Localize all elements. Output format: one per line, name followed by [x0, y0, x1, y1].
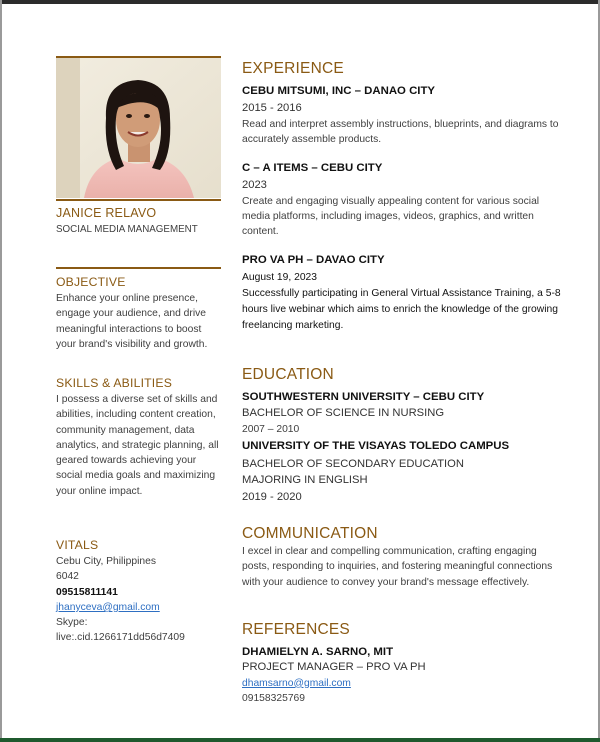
vitals-skype-label: Skype: — [56, 617, 88, 629]
vitals-postal: 6042 — [56, 571, 79, 583]
education-heading: EDUCATION — [242, 366, 334, 383]
profile-role: SOCIAL MEDIA MANAGEMENT — [56, 224, 198, 235]
job-description: Read and interpret assembly instructions, blueprints, and diagrams to accurately assemble products. — [242, 118, 559, 145]
school-entry — [242, 390, 562, 437]
references-section — [242, 620, 562, 706]
job-date: August 19, 2023 — [242, 272, 317, 284]
communication-section — [242, 524, 562, 590]
education-section — [242, 365, 562, 505]
profile-name: JANICE RELAVO — [56, 206, 157, 220]
profile-block — [56, 206, 221, 237]
vitals-heading: VITALS — [56, 538, 99, 552]
vitals-section — [56, 538, 221, 646]
reference-phone: 09158325769 — [242, 692, 305, 704]
page-left-border — [0, 0, 2, 742]
communication-text: I excel in clear and compelling communication, crafting engaging posts, responding to inquiries, and fostering meaningful connections with your audience to convey your brand's message effectively. — [242, 546, 553, 588]
skills-heading: SKILLS & ABILITIES — [56, 376, 173, 390]
skills-text: I possess a diverse set of skills and abilities, including content creation, community management, data analytics, and strategic planning, all geared towards achieving your social media goals and maximizing your online impact. — [56, 394, 219, 497]
references-heading: REFERENCES — [242, 621, 350, 638]
job-title: PRO VA PH – DAVAO CITY — [242, 254, 385, 267]
vitals-skype-id: live:.cid.1266171dd56d7409 — [56, 632, 185, 644]
objective-heading: OBJECTIVE — [56, 275, 126, 289]
job-date: 2023 — [242, 179, 267, 192]
school-name: UNIVERSITY OF THE VISAYAS TOLEDO CAMPUS — [242, 439, 510, 452]
job-description: Successfully participating in General Virtual Assistance Training, a 5-8 hours live webinar which aims to enrich the knowledge of the growing freelancing marketing. — [242, 288, 561, 331]
vitals-location: Cebu City, Philippines — [56, 556, 156, 567]
job-title: C – A ITEMS – CEBU CITY — [242, 162, 383, 175]
school-degree: BACHELOR OF SECONDARY EDUCATION — [242, 457, 464, 470]
profile-divider — [56, 267, 221, 269]
reference-name: DHAMIELYN A. SARNO, MIT — [242, 646, 394, 658]
experience-section — [242, 59, 562, 334]
school-years: 2007 – 2010 — [242, 423, 300, 435]
job-title: CEBU MITSUMI, INC – DANAO CITY — [242, 85, 436, 97]
school-major: MAJORING IN ENGLISH — [242, 474, 368, 487]
school-entry — [242, 439, 562, 506]
skills-section — [56, 376, 221, 499]
reference-email-link[interactable]: dhamsarno@gmail.com — [242, 677, 351, 689]
objective-section — [56, 275, 221, 352]
school-name: SOUTHWESTERN UNIVERSITY – CEBU CITY — [242, 391, 485, 403]
job-date: 2015 - 2016 — [242, 102, 302, 114]
vitals-phone: 09515811141 — [56, 586, 118, 598]
school-degree: BACHELOR OF SCIENCE IN NURSING — [242, 407, 445, 419]
vitals-email-link[interactable]: jhanyceva@gmail.com — [56, 601, 160, 613]
job-entry — [242, 161, 562, 239]
job-description: Create and engaging visually appealing content for various social media platforms, including images, videos, graphics, and written content. — [242, 195, 540, 238]
profile-portrait — [56, 58, 221, 198]
job-entry — [242, 84, 562, 147]
experience-heading: EXPERIENCE — [242, 60, 344, 77]
school-years: 2019 - 2020 — [242, 490, 302, 503]
communication-heading: COMMUNICATION — [242, 525, 378, 542]
objective-text: Enhance your online presence, engage your audience, and drive meaningful interactions to boost your brand's visibility and growth. — [56, 293, 208, 350]
profile-photo — [56, 58, 221, 198]
job-entry — [242, 253, 562, 333]
photo-bottom-rule — [56, 199, 221, 201]
page-bottom-border — [0, 738, 600, 742]
page-top-border — [0, 0, 600, 4]
reference-position: PROJECT MANAGER – PRO VA PH — [242, 661, 426, 673]
